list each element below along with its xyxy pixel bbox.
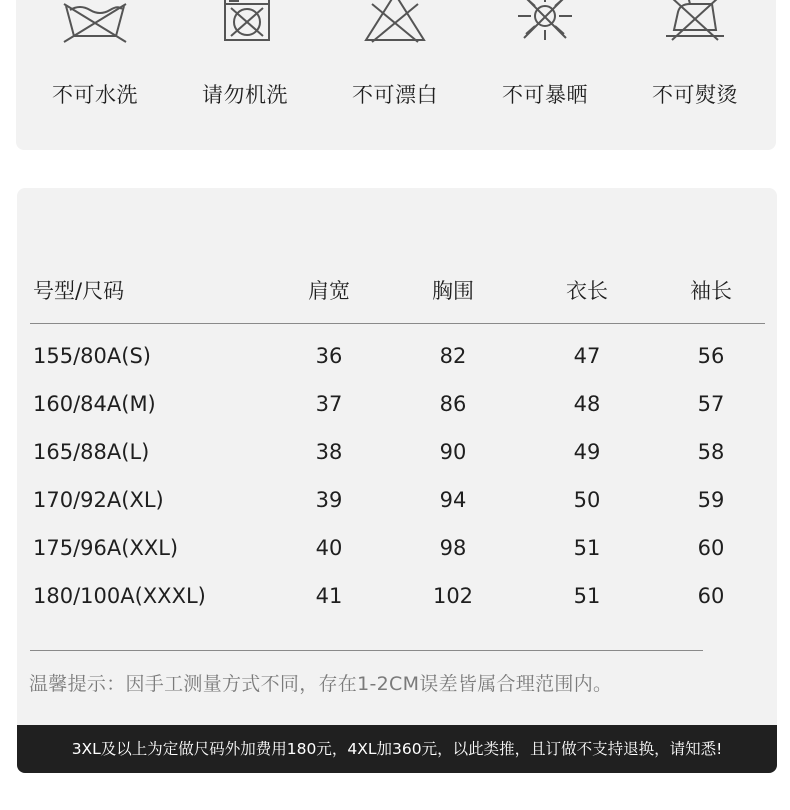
care-label-no-wash: 不可水洗 bbox=[52, 83, 138, 107]
care-item-no-iron bbox=[620, 0, 770, 150]
care-item-no-bleach bbox=[320, 0, 470, 150]
cell-size: 165/88A(L) bbox=[33, 440, 150, 464]
no-bleach-icon bbox=[320, 0, 470, 44]
care-label-no-machine-wash: 请勿机洗 bbox=[202, 83, 288, 107]
cell-size: 170/92A(XL) bbox=[33, 488, 164, 512]
cell-length: 51 bbox=[573, 536, 601, 560]
care-instructions-panel bbox=[16, 0, 776, 150]
cell-sleeve: 57 bbox=[697, 392, 725, 416]
header-size: 号型/尺码 bbox=[33, 279, 125, 303]
cell-shoulder: 41 bbox=[315, 584, 343, 608]
cell-size: 155/80A(S) bbox=[33, 344, 151, 368]
no-machine-wash-icon bbox=[170, 0, 320, 44]
header-length: 衣长 bbox=[566, 279, 608, 303]
table-row bbox=[17, 581, 777, 611]
care-item-no-wash bbox=[20, 0, 170, 150]
table-row bbox=[17, 533, 777, 563]
header-shoulder: 肩宽 bbox=[308, 279, 350, 303]
cell-chest: 94 bbox=[439, 488, 467, 512]
measurement-note: 温馨提示：因手工测量方式不同，存在1-2CM误差皆属合理范围内。 bbox=[29, 673, 613, 695]
header-chest: 胸围 bbox=[432, 279, 474, 303]
cell-sleeve: 56 bbox=[697, 344, 725, 368]
size-table-header bbox=[17, 276, 777, 306]
care-label-no-bleach: 不可漂白 bbox=[352, 83, 438, 107]
care-label-no-sun-dry: 不可暴晒 bbox=[502, 83, 588, 107]
cell-shoulder: 36 bbox=[315, 344, 343, 368]
cell-length: 48 bbox=[573, 392, 601, 416]
cell-shoulder: 39 bbox=[315, 488, 343, 512]
cell-chest: 86 bbox=[439, 392, 467, 416]
table-row bbox=[17, 437, 777, 467]
cell-sleeve: 60 bbox=[697, 536, 725, 560]
header-sleeve: 袖长 bbox=[690, 279, 732, 303]
cell-chest: 82 bbox=[439, 344, 467, 368]
header-divider bbox=[30, 323, 765, 324]
cell-sleeve: 60 bbox=[697, 584, 725, 608]
table-row bbox=[17, 389, 777, 419]
cell-shoulder: 40 bbox=[315, 536, 343, 560]
cell-shoulder: 38 bbox=[315, 440, 343, 464]
cell-length: 47 bbox=[573, 344, 601, 368]
cell-size: 160/84A(M) bbox=[33, 392, 156, 416]
size-chart-card bbox=[17, 188, 777, 773]
table-row bbox=[17, 485, 777, 515]
cell-length: 50 bbox=[573, 488, 601, 512]
custom-size-banner: 3XL及以上为定做尺码外加费用180元，4XL加360元，以此类推，且订做不支持退换，请知悉! bbox=[17, 725, 777, 773]
cell-chest: 102 bbox=[432, 584, 474, 608]
table-row bbox=[17, 341, 777, 371]
cell-sleeve: 59 bbox=[697, 488, 725, 512]
cell-size: 175/96A(XXL) bbox=[33, 536, 179, 560]
cell-chest: 90 bbox=[439, 440, 467, 464]
cell-length: 51 bbox=[573, 584, 601, 608]
no-sun-dry-icon bbox=[470, 0, 620, 44]
cell-length: 49 bbox=[573, 440, 601, 464]
cell-chest: 98 bbox=[439, 536, 467, 560]
table-bottom-divider bbox=[30, 650, 703, 651]
care-item-no-machine-wash bbox=[170, 0, 320, 150]
care-item-no-sun-dry bbox=[470, 0, 620, 150]
cell-size: 180/100A(XXXL) bbox=[33, 584, 206, 608]
no-iron-icon bbox=[620, 0, 770, 44]
no-wash-icon bbox=[20, 0, 170, 44]
cell-shoulder: 37 bbox=[315, 392, 343, 416]
care-label-no-iron: 不可熨烫 bbox=[652, 83, 738, 107]
cell-sleeve: 58 bbox=[697, 440, 725, 464]
